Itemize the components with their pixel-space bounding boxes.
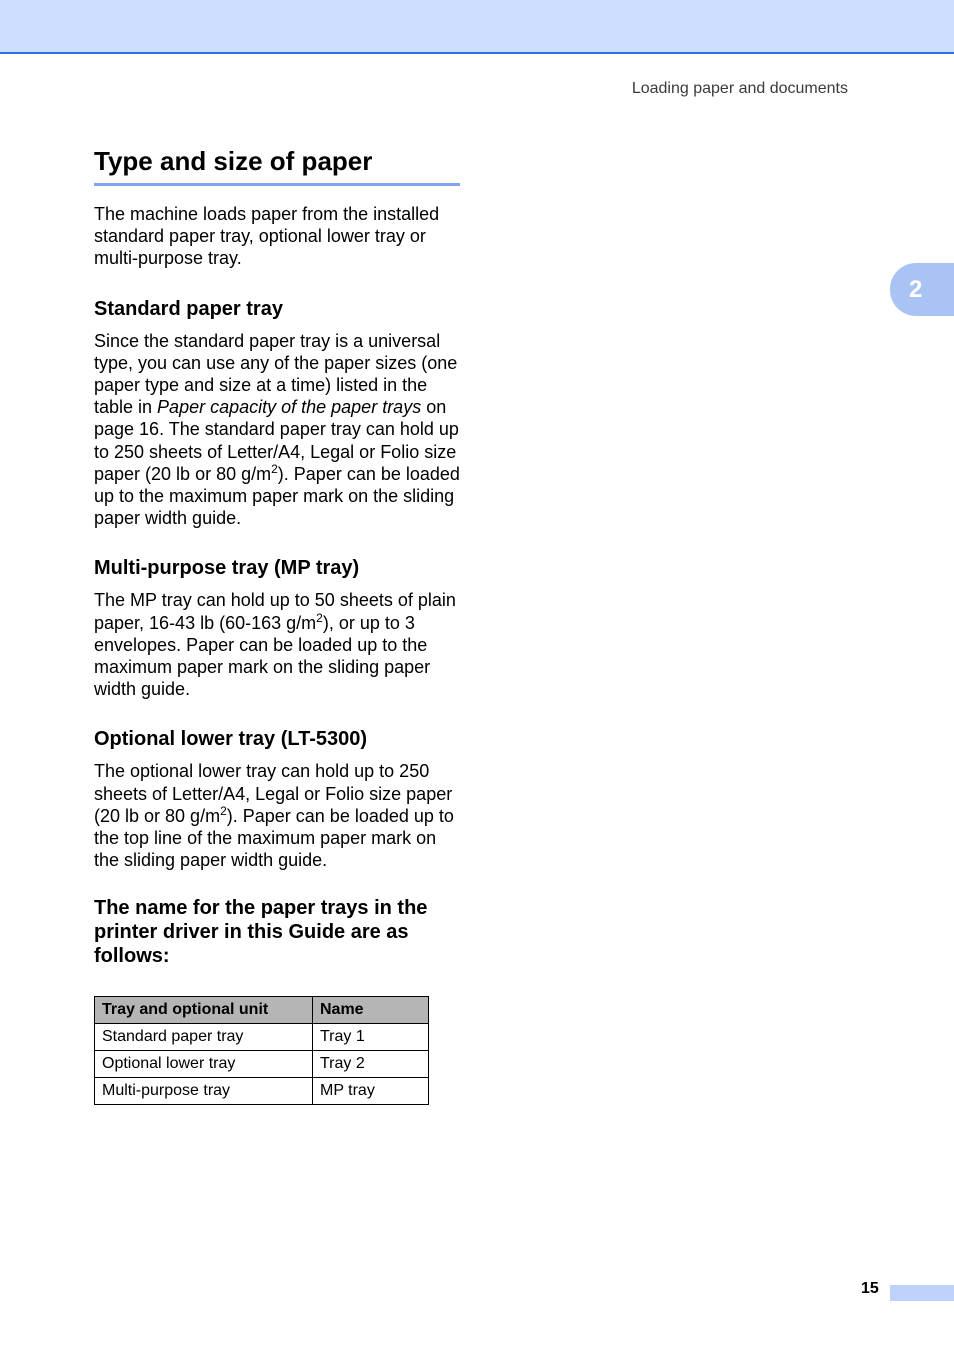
superscript-2: 2 [316, 610, 323, 625]
intro-paragraph: The machine loads paper from the installed standard paper tray, optional lower tray or multi-purpose tray. [94, 204, 440, 269]
standard-tray-text-1: Since the standard paper tray is a universal type, you can use any of the paper sizes (one paper type and size at a time) listed in the table in [94, 330, 458, 418]
table-row [95, 1024, 429, 1051]
lower-tray-paragraph [94, 760, 460, 871]
page-number: 15 [861, 1280, 879, 1297]
table-cell: MP tray [313, 1078, 429, 1105]
header-band [0, 0, 954, 54]
mp-tray-text-2: ), or up to 3 envelopes. Paper can be loaded up to the maximum paper mark on the sliding paper width guide. [94, 612, 431, 700]
standard-tray-paragraph [94, 330, 460, 530]
chapter-tab [890, 263, 954, 316]
driver-names-heading: The name for the paper trays in the printer driver in this Guide are as follows: [94, 897, 428, 968]
table-row [95, 1078, 429, 1105]
column-header-tray: Tray and optional unit [95, 997, 313, 1024]
table-cell: Tray 1 [313, 1024, 429, 1051]
standard-tray-heading: Standard paper tray [94, 297, 283, 320]
chapter-number: 2 [909, 275, 923, 303]
table-cell: Optional lower tray [95, 1051, 313, 1078]
tray-name-table [94, 996, 429, 1105]
running-header: Loading paper and documents [631, 80, 848, 97]
standard-tray-text-2: on page 16. The standard paper tray can hold up to 250 sheets of Letter/A4, Legal or Folio size paper (20 lb or 80 g/m [94, 397, 459, 484]
mp-tray-text-1: The MP tray can hold up to 50 sheets of plain paper, 16-43 lb (60-163 g/m [94, 590, 456, 633]
table-cell: Multi-purpose tray [95, 1078, 313, 1105]
table-header-row [95, 997, 429, 1024]
standard-tray-text-3: ). Paper can be loaded up to the maximum paper mark on the sliding paper width guide. [94, 463, 460, 529]
mp-tray-heading: Multi-purpose tray (MP tray) [94, 557, 360, 580]
table-cell: Standard paper tray [95, 1024, 313, 1051]
superscript-2: 2 [220, 803, 227, 818]
table-row [95, 1051, 429, 1078]
mp-tray-paragraph [94, 589, 460, 700]
table-cell: Tray 2 [313, 1051, 429, 1078]
superscript-2: 2 [271, 461, 278, 476]
section-title: Type and size of paper [94, 143, 460, 186]
main-content [94, 143, 460, 1105]
footer-bar [890, 1285, 954, 1301]
lower-tray-text-2: ). Paper can be loaded up to the top line of the maximum paper mark on the sliding paper width guide. [94, 805, 454, 871]
lower-tray-heading: Optional lower tray (LT-5300) [94, 728, 368, 751]
paper-capacity-reference[interactable]: Paper capacity of the paper trays [157, 397, 422, 418]
column-header-name: Name [313, 997, 429, 1024]
lower-tray-text-1: The optional lower tray can hold up to 250 sheets of Letter/A4, Legal or Folio size paper (20 lb or 80 g/m [94, 761, 453, 826]
